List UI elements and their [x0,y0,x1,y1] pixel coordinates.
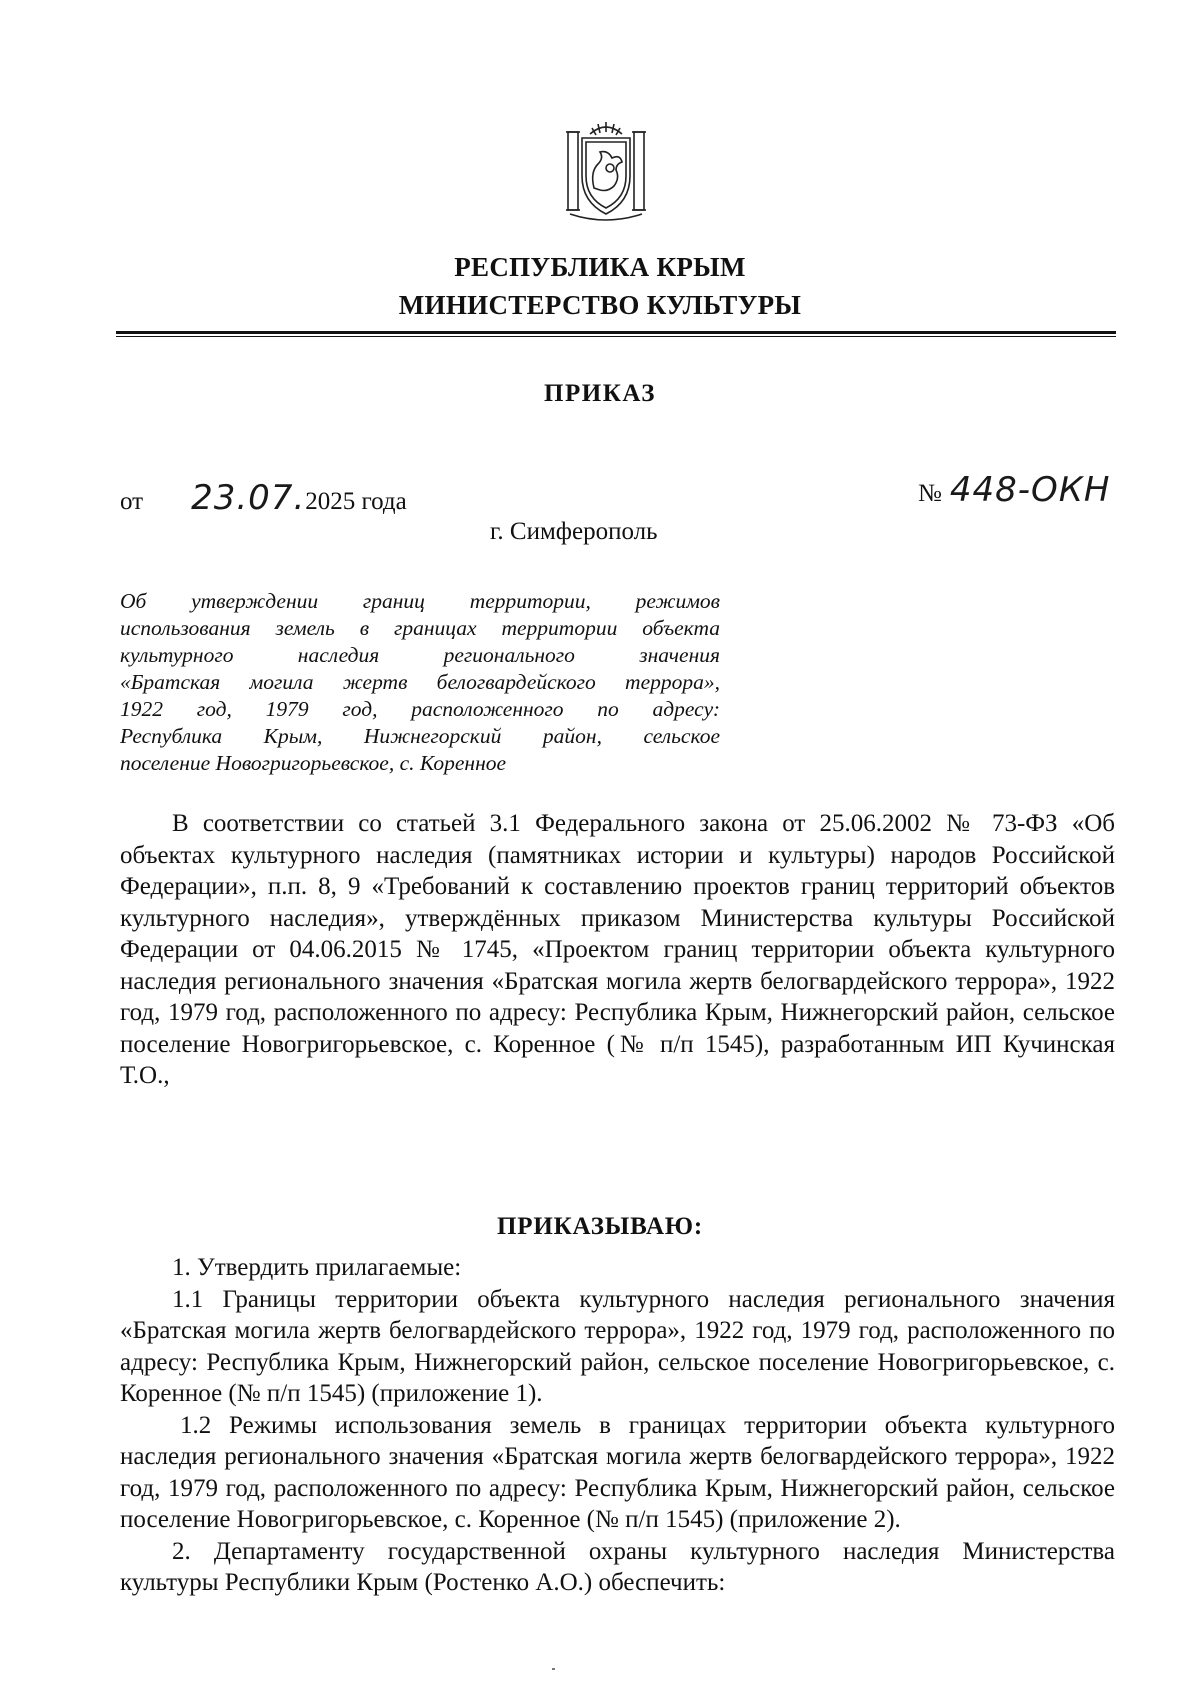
preamble-paragraph: В соответствии со статьей 3.1 Федерального закона от 25.06.2002 № 73-ФЗ «Об объектах культурного наследия (памятниках истории и культуры) народов Российской Федерации», п.п. 8, 9 «Требований к составлению проектов границ территорий объектов культурного наследия», утверждённых приказом Министерства культуры Российской Федерации от 04.06.2015 № 1745, «Проектом границ территории объекта культурного наследия регионального значения «Братская могила жертв белогвардейского террора», 1922 год, 1979 год, расположенного по адресу: Республика Крым, Нижнегорский район, сельское поселение Новогригорьевское, с. Коренное (№ п/п 1545), разработанным ИП Кучинская Т.О., [120,810,1115,1089]
decree-heading: ПРИКАЗЫВАЮ: [497,1213,703,1240]
item-1: 1. Утвердить прилагаемые: [172,1254,462,1281]
subject-line: 1922 год, 1979 год, расположенного по адресу: [120,697,720,721]
handwritten-date: 23.07. [191,478,306,518]
page-speck [552,1668,555,1670]
date-year: 2025 года [305,488,407,515]
order-number [918,470,1111,510]
republic-title: РЕСПУБЛИКА КРЫМ [454,252,746,282]
subject-line: использования земель в границах территории объекта [120,616,720,640]
date-prefix: от [120,488,144,515]
item-1-2: 1.2 Режимы использования земель в границах территории объекта культурного наследия регионального значения «Братская могила жертв белогвардейского террора», 1922 год, 1979 год, расположенного по адресу: Республика Крым, Нижнегорский район, сельское поселение Новогригорьевское, с. Коренное (№ п/п 1545) (приложение 2). [120,1411,1115,1533]
subject-line: «Братская могила жертв белогвардейского террора», [120,670,720,694]
city: г. Симферополь [490,518,658,545]
order-date [120,478,407,518]
item-1-1: 1.1 Границы территории объекта культурного наследия регионального значения «Братская могила жертв белогвардейского террора», 1922 год, 1979 год, расположенного по адресу: Республика Крым, Нижнегорский район, сельское поселение Новогригорьевское, с. Коренное (№ п/п 1545) (приложение 1). [120,1285,1115,1407]
crimea-coat-of-arms-icon [560,118,652,222]
subject-line: культурного наследия регионального значения [120,643,720,667]
item-2: 2. Департаменту государственной охраны культурного наследия Министерства культуры Республики Крым (Ростенко А.О.) обеспечить: [120,1537,1115,1596]
subject-line: поселение Новогригорьевское, с. Коренное [120,751,507,775]
handwritten-number: 448-ОКН [949,470,1111,510]
number-prefix: № [918,480,942,507]
subject-line: Об утверждении границ территории, режимов [120,589,720,613]
order-items [120,1252,1115,1599]
order-subject [120,588,720,777]
header-divider-thin [116,336,1116,337]
header-divider [116,331,1116,334]
subject-line: Республика Крым, Нижнегорский район, сельское [120,724,720,748]
preamble-block [120,808,1115,1092]
order-title: ПРИКАЗ [544,380,656,407]
ministry-title: МИНИСТЕРСТВО КУЛЬТУРЫ [398,290,802,320]
